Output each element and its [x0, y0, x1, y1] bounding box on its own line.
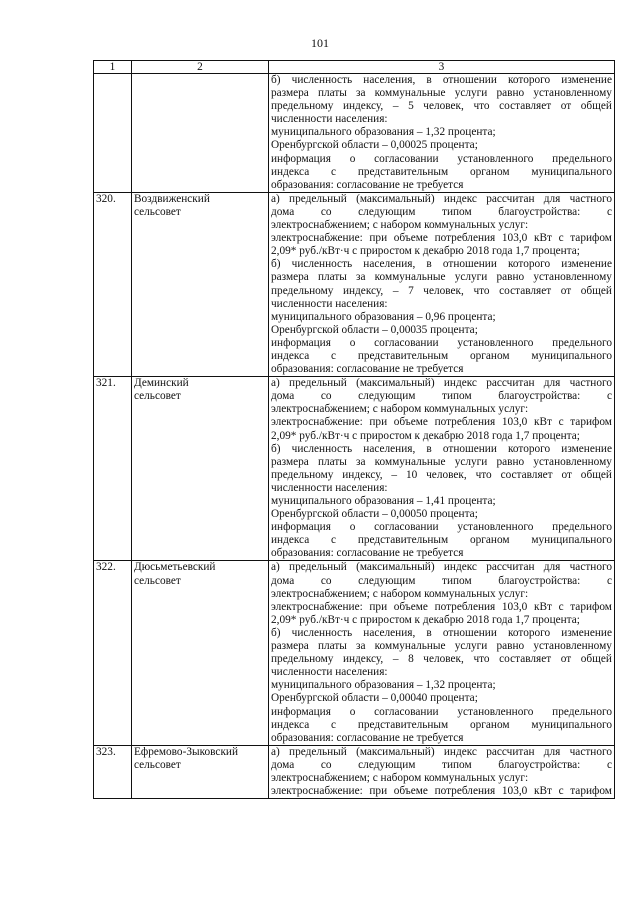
- description-line: размера платы за коммунальные услуги равно установленному: [271, 455, 612, 468]
- description-line: электроснабжением; с набором коммунальных услуг:: [271, 219, 529, 232]
- description-line: а) предельный (максимальный) индекс рассчитан для частного: [271, 745, 612, 758]
- description-line: индекса с представительным органом муниципального: [271, 165, 612, 178]
- description-line: информация о согласовании установленного предельного: [271, 152, 612, 165]
- document-table: [93, 60, 615, 799]
- description-line: предельному индексу, – 7 человек, что составляет от общей: [271, 284, 612, 297]
- header-cell-2: 2: [132, 61, 269, 74]
- municipality-name: [132, 745, 269, 798]
- table-row: [94, 745, 615, 798]
- description-line: образования: согласование не требуется: [271, 363, 464, 376]
- description-line: б) численность населения, в отношении которого изменение: [271, 626, 612, 639]
- description-cell: [269, 192, 615, 376]
- description-line: численности населения:: [271, 297, 388, 310]
- municipality-name: [132, 192, 269, 376]
- row-number: 321.: [94, 377, 132, 561]
- description-line: дома со следующим типом благоустройства: с: [271, 390, 612, 403]
- description-line: б) численность населения, в отношении которого изменение: [271, 74, 612, 86]
- municipality-name: [132, 74, 269, 193]
- municipality-name-line: сельсовет: [134, 390, 181, 403]
- table-row: [94, 192, 615, 376]
- row-number: [94, 74, 132, 193]
- description-line: информация о согласовании установленного предельного: [271, 521, 612, 534]
- header-cell-3: 3: [269, 61, 615, 74]
- description-line: муниципального образования – 0,96 процента;: [271, 310, 496, 323]
- description-line: численности населения:: [271, 481, 388, 494]
- table-row: [94, 74, 615, 193]
- description-line: муниципального образования – 1,32 процента;: [271, 126, 496, 139]
- description-line: информация о согласовании установленного предельного: [271, 336, 612, 349]
- description-line: электроснабжением; с набором коммунальных услуг:: [271, 587, 529, 600]
- table-row: [94, 377, 615, 561]
- description-line: образования: согласование не требуется: [271, 547, 464, 560]
- description-line: дома со следующим типом благоустройства: с: [271, 205, 612, 218]
- page-number: 101: [311, 36, 329, 50]
- municipality-name: [132, 377, 269, 561]
- description-line: электроснабжением; с набором коммунальных услуг:: [271, 403, 529, 416]
- description-line: предельному индексу, – 8 человек, что составляет от общей: [271, 653, 612, 666]
- description-line: Оренбургской области – 0,00050 процента;: [271, 508, 478, 521]
- description-line: Оренбургской области – 0,00040 процента;: [271, 692, 478, 705]
- municipality-name-line: Воздвиженский: [134, 192, 210, 205]
- description-line: а) предельный (максимальный) индекс рассчитан для частного: [271, 192, 612, 205]
- description-line: дома со следующим типом благоустройства: с: [271, 758, 612, 771]
- description-cell: [269, 745, 615, 798]
- description-line: индекса с представительным органом муниципального: [271, 534, 612, 547]
- municipality-name: [132, 561, 269, 745]
- municipality-name-line: сельсовет: [134, 574, 181, 587]
- description-line: предельному индексу, – 5 человек, что составляет от общей: [271, 100, 612, 113]
- description-line: размера платы за коммунальные услуги равно установленному: [271, 87, 612, 100]
- description-line: Оренбургской области – 0,00035 процента;: [271, 323, 478, 336]
- row-number: 323.: [94, 745, 132, 798]
- description-line: электроснабжение: при объеме потребления 103,0 кВт с тарифом: [271, 416, 612, 429]
- municipality-name-line: Ефремово-Зыковский: [134, 745, 239, 758]
- description-line: 2,09* руб./кВт·ч с приростом к декабрю 2018 года 1,7 процента;: [271, 613, 580, 626]
- table-header-row: [94, 61, 615, 74]
- description-line: а) предельный (максимальный) индекс рассчитан для частного: [271, 561, 612, 574]
- description-line: 2,09* руб./кВт·ч с приростом к декабрю 2018 года 1,7 процента;: [271, 429, 580, 442]
- description-line: дома со следующим типом благоустройства: с: [271, 574, 612, 587]
- description-line: электроснабжение: при объеме потребления 103,0 кВт с тарифом: [271, 232, 612, 245]
- description-line: индекса с представительным органом муниципального: [271, 718, 612, 731]
- description-cell: [269, 377, 615, 561]
- row-number: 320.: [94, 192, 132, 376]
- table-row: [94, 561, 615, 745]
- description-line: размера платы за коммунальные услуги равно установленному: [271, 271, 612, 284]
- description-line: предельному индексу, – 10 человек, что составляет от общей: [271, 468, 612, 481]
- header-cell-1: 1: [94, 61, 132, 74]
- description-line: муниципального образования – 1,41 процента;: [271, 495, 496, 507]
- description-cell: [269, 561, 615, 745]
- description-line: электроснабжением; с набором коммунальных услуг:: [271, 771, 529, 784]
- description-line: электроснабжение: при объеме потребления 103,0 кВт с тарифом: [271, 600, 612, 613]
- municipality-name-line: сельсовет: [134, 758, 181, 771]
- description-line: муниципального образования – 1,32 процента;: [271, 679, 496, 692]
- description-cell: [269, 74, 615, 193]
- description-line: а) предельный (максимальный) индекс рассчитан для частного: [271, 377, 612, 390]
- description-line: образования: согласование не требуется: [271, 731, 464, 744]
- description-line: б) численность населения, в отношении которого изменение: [271, 442, 612, 455]
- municipality-name-line: Дюсьметьевский: [134, 561, 216, 574]
- description-line: индекса с представительным органом муниципального: [271, 349, 612, 362]
- description-line: электроснабжение: при объеме потребления 103,0 кВт с тарифом: [271, 785, 612, 798]
- description-line: численности населения:: [271, 113, 388, 126]
- description-line: б) численность населения, в отношении которого изменение: [271, 258, 612, 271]
- municipality-name-line: сельсовет: [134, 205, 181, 218]
- description-line: размера платы за коммунальные услуги равно установленному: [271, 640, 612, 653]
- description-line: образования: согласование не требуется: [271, 178, 464, 191]
- municipality-name-line: Деминский: [134, 377, 189, 390]
- description-line: 2,09* руб./кВт·ч с приростом к декабрю 2018 года 1,7 процента;: [271, 245, 580, 258]
- description-line: информация о согласовании установленного предельного: [271, 705, 612, 718]
- row-number: 322.: [94, 561, 132, 745]
- description-line: Оренбургской области – 0,00025 процента;: [271, 139, 478, 152]
- description-line: численности населения:: [271, 666, 388, 679]
